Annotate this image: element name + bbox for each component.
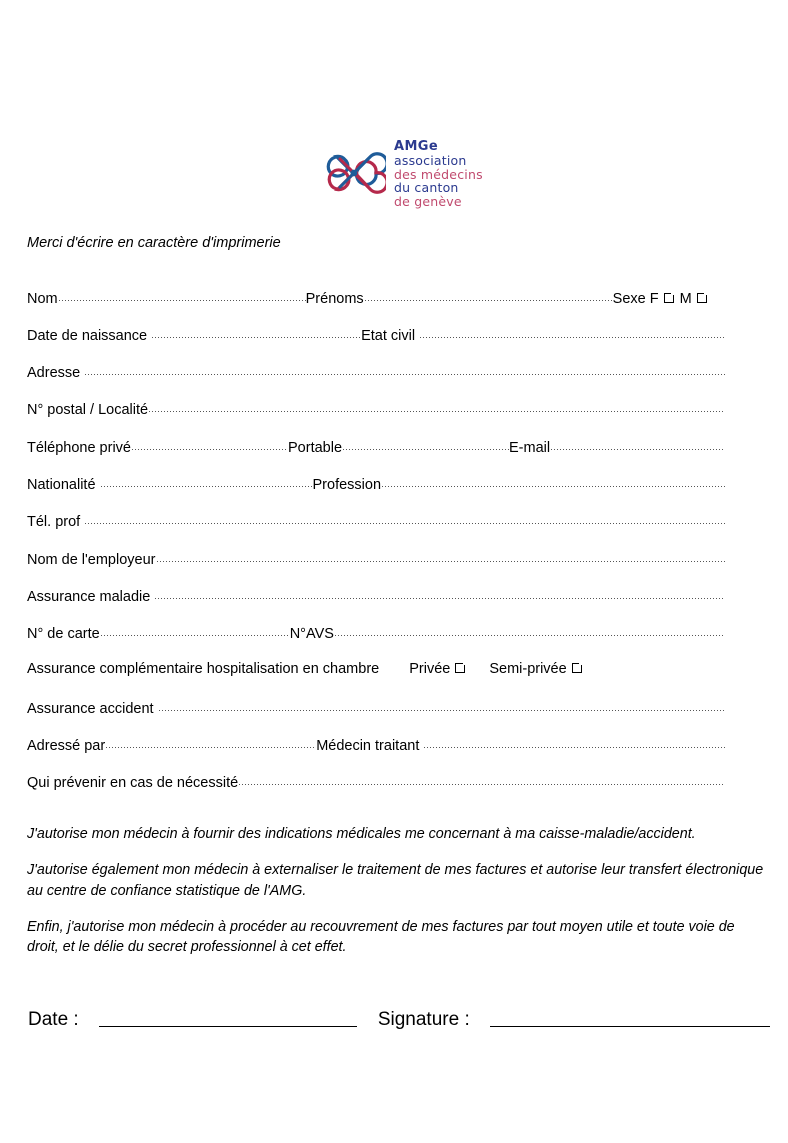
form-row-adresse (27, 363, 725, 400)
medecin-traitant-input[interactable] (423, 736, 725, 751)
no-carte-label: N° de carte (27, 626, 100, 643)
assurance-maladie-label: Assurance maladie (27, 588, 151, 605)
chambre-privee-checkbox[interactable] (455, 663, 465, 673)
amge-interlocking-hearts-logo-icon (322, 141, 386, 205)
qui-prevenir-label: Qui prévenir en cas de nécessité (27, 775, 239, 792)
consent-paragraph-1: J'autorise mon médecin à fournir des indications médicales me concernant à ma caisse-maladie/accident. (27, 826, 696, 842)
nom-employeur-label: Nom de l'employeur (27, 551, 156, 568)
form-row-tel-prof (27, 512, 725, 549)
chambre-privee-label: Privée (409, 660, 451, 677)
amge-acronym: AMGe (394, 139, 439, 154)
form-row-assurance-complementaire (27, 661, 725, 698)
amge-logo-line-3: du canton (394, 180, 459, 195)
form-row-date-naissance-etat-civil (27, 325, 725, 362)
email-label: E-mail (509, 439, 551, 456)
prenoms-label: Prénoms (305, 290, 364, 307)
date-label: Date : (28, 1009, 79, 1031)
consent-section (27, 824, 769, 957)
sexe-label: Sexe (612, 290, 646, 307)
form-row-assurance-maladie (27, 586, 725, 623)
nom-label: Nom (27, 290, 58, 307)
form-row-no-carte-avs (27, 624, 725, 661)
telephone-prive-label: Téléphone privé (27, 439, 131, 456)
sexe-m-checkbox[interactable] (697, 293, 707, 303)
medecin-traitant-label: Médecin traitant (316, 738, 420, 755)
amge-logo-line-4: de genève (394, 193, 462, 209)
assurance-accident-input[interactable] (158, 698, 725, 713)
npa-localite-label: N° postal / Localité (27, 402, 149, 419)
amge-logo (322, 138, 483, 208)
no-avs-input[interactable] (334, 624, 725, 639)
no-carte-input[interactable] (100, 624, 290, 639)
portable-label: Portable (288, 439, 343, 456)
adresse-par-input[interactable] (105, 736, 316, 751)
form-row-qui-prevenir (27, 773, 725, 810)
npa-localite-input[interactable] (148, 400, 725, 415)
profession-label: Profession (312, 476, 382, 493)
sexe-f-label: F (649, 290, 659, 307)
form-row-nom-prenoms-sexe (27, 288, 725, 325)
date-naissance-label: Date de naissance (27, 327, 148, 344)
form-row-telephone-portable-email (27, 437, 725, 474)
amge-logo-line-2: des médecins (394, 166, 483, 182)
sexe-f-checkbox[interactable] (664, 293, 674, 303)
email-input[interactable] (550, 437, 725, 452)
profession-input[interactable] (381, 474, 725, 489)
tel-prof-input[interactable] (84, 512, 725, 527)
date-signature-row (28, 1008, 773, 1031)
signature-label: Signature : (377, 1009, 470, 1031)
adresse-input[interactable] (84, 363, 725, 378)
no-avs-label: N°AVS (289, 626, 334, 643)
nationalite-input[interactable] (100, 474, 313, 489)
consent-paragraph-2: J'autorise également mon médecin à externaliser le traitement de mes factures et autorise leur transfert électronique au centre de confiance statistique de l'AMG. (27, 862, 764, 899)
adresse-label: Adresse (27, 365, 81, 382)
patient-form (27, 288, 725, 810)
chambre-semi-privee-label: Semi-privée (489, 660, 567, 677)
etat-civil-label: Etat civil (361, 327, 416, 344)
portable-input[interactable] (342, 437, 509, 452)
adresse-par-label: Adressé par (27, 738, 106, 755)
nom-employeur-input[interactable] (156, 549, 726, 564)
prenoms-input[interactable] (364, 288, 613, 303)
tel-prof-label: Tél. prof (27, 514, 81, 531)
form-row-assurance-accident (27, 698, 725, 735)
assurance-maladie-input[interactable] (154, 586, 725, 601)
qui-prevenir-input[interactable] (238, 773, 725, 788)
date-input[interactable] (99, 1008, 357, 1027)
date-naissance-input[interactable] (151, 325, 361, 340)
telephone-prive-input[interactable] (131, 437, 288, 452)
consent-paragraph-3: Enfin, j'autorise mon médecin à procéder au recouvrement de mes factures par tout moyen utile et toute voie de droit, et le délie du secret professionnel à cet effet. (27, 918, 735, 956)
print-instruction: Merci d'écrire en caractère d'imprimerie (27, 235, 281, 251)
sexe-m-label: M (679, 290, 692, 307)
form-row-nom-employeur (27, 549, 725, 586)
nom-input[interactable] (58, 288, 306, 303)
etat-civil-input[interactable] (419, 325, 725, 340)
signature-input[interactable] (490, 1008, 770, 1027)
nationalite-label: Nationalité (27, 476, 96, 493)
form-row-npa-localite (27, 400, 725, 437)
form-row-nationalite-profession (27, 474, 725, 511)
chambre-semi-privee-checkbox[interactable] (572, 663, 582, 673)
amge-logo-line-1: association (394, 153, 467, 168)
assurance-accident-label: Assurance accident (27, 700, 154, 717)
assurance-complementaire-label: Assurance complémentaire hospitalisation en chambre (27, 660, 380, 677)
form-row-adresse-par-medecin (27, 736, 725, 773)
amge-logo-text (394, 138, 483, 208)
